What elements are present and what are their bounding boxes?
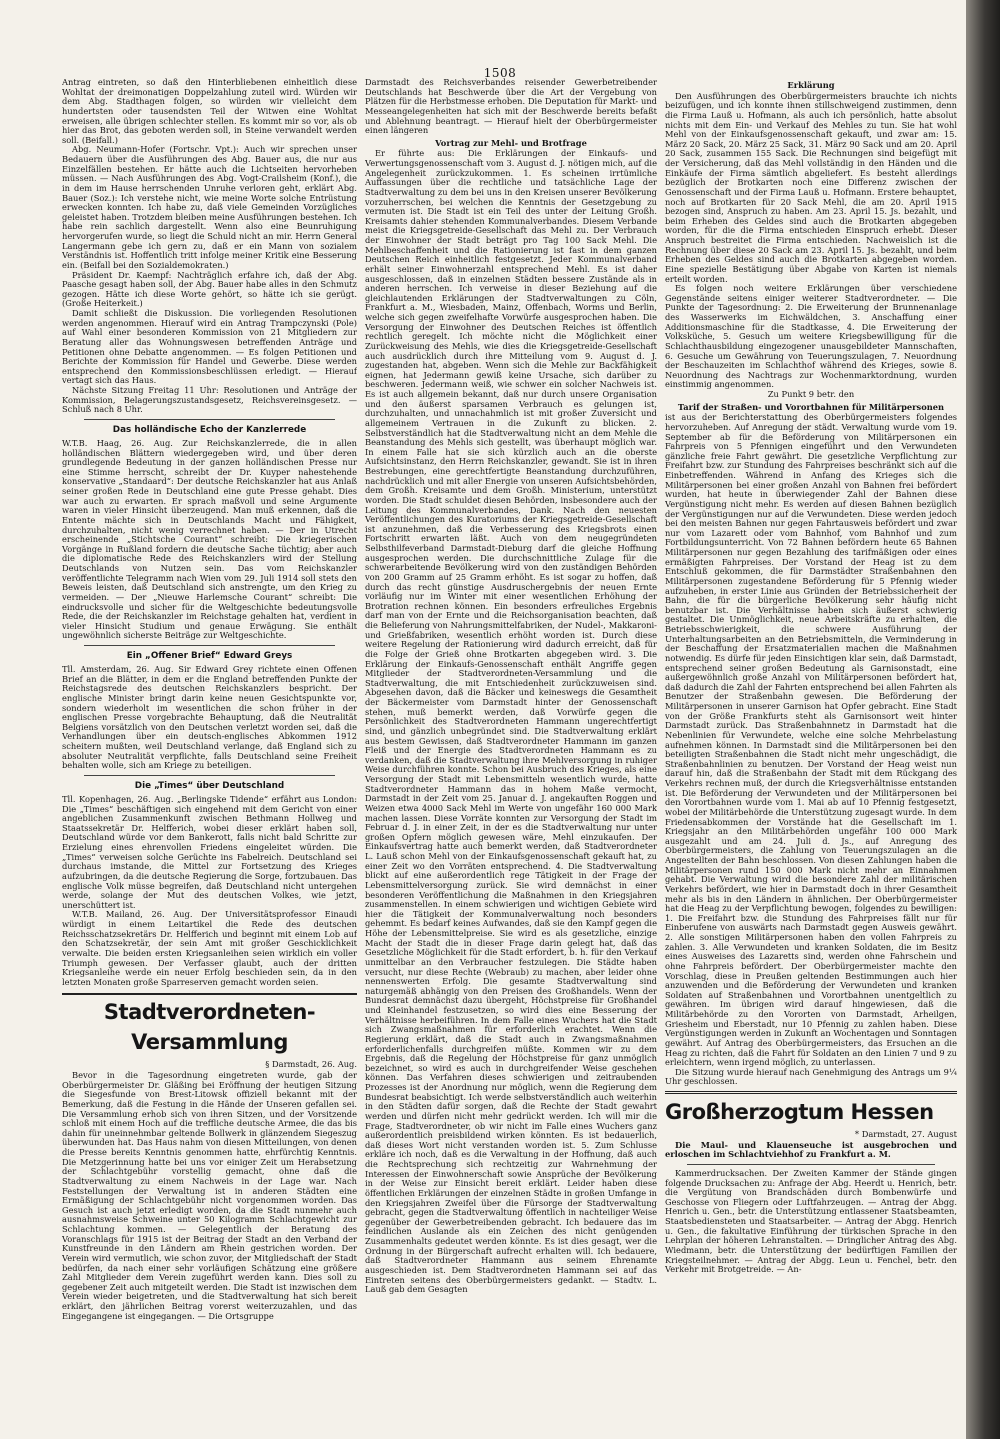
paragraph: Die Maul- und Klauenseuche ist ausgebrochen und erloschen im Schlachtviehhof zu Frankfurt a. M. bbox=[665, 1139, 957, 1160]
column-3 bbox=[665, 78, 957, 1418]
article-subheadline: Vortrag zur Mehl- und Brotfrage bbox=[435, 137, 587, 148]
dateline: * Darmstadt, 27. August bbox=[854, 1129, 957, 1139]
book-binding-shadow bbox=[966, 0, 1000, 1439]
column-1 bbox=[62, 78, 357, 1420]
divider bbox=[84, 645, 335, 646]
page-number: 1508 bbox=[483, 66, 517, 80]
paragraph: W.T.B. Mailand, 26. Aug. Der Universitätsprofessor Einaudi würdigt in einem Leitartikel die Rede des deutschen Reichsschatzsekretärs Dr. Helfferich und beginnt mit einem Lob auf den Schatzsekretär, der sein Amt mit großer Geschicklichkeit verwalte. Die beiden ersten Kriegsanleihen seien wirklich ein voller Triumph gewesen. Der Verfasser glaubt, auch der dritten Kriegsanleihe werde ein neuer Erfolg beschieden sein, da in den letzten Monaten große Sparreserven gemacht worden seien. bbox=[62, 909, 357, 987]
dateline: § Darmstadt, 26. Aug. bbox=[265, 1059, 357, 1070]
column-2 bbox=[365, 78, 657, 1418]
article-headline: Ein „Offener Brief“ Edward Greys bbox=[126, 651, 293, 661]
paragraph: Tll. Amsterdam, 26. Aug. Sir Edward Grey richtete einen Offenen Brief an die Blätter, in dem er die England betreffenden Punkte der Reichstagsrede des deutschen Reichskanzlers bespricht. Der englische Minister bringt darin keine neuen Gesichtspunkte vor, sondern wiederholt im wesentlichen die schon früher in der englischen Presse vorgebrachte Behauptung, daß die Neutralität Belgiens vorsätzlich von den Deutschen verletzt worden sei, daß die Verhandlungen über ein deutsch-englisches Abkommen 1912 scheitern mußten, weil Deutschland verlange, daß England sich zu absoluter Neutralität verpflichte, falls Deutschland seine Freiheit behalten wolle, sich am Kriege zu beteiligen. bbox=[62, 664, 357, 771]
paragraph: Nächste Sitzung Freitag 11 Uhr: Resolutionen und Anträge der Kommission, Belagerungszustandsgesetz, Reichsvereinsgesetz. — Schluß nach 8 Uhr. bbox=[62, 385, 357, 415]
paragraph: Antrag eintreten, so daß den Hinterbliebenen einheitlich diese Wohltat der dreimonatigen Doppelzahlung zuteil wird. Würden wir dem Abg. Stadthagen folgen, so würden wir vielleicht dem hundertsten oder tausendsten Teil der Witwen eine Wohltat erweisen, alle übrigen schlechter stellen. Es kommt mir so vor, als ob hier das Brot, das geboten werden soll, in Steine verwandelt werden soll. (Beifall.) bbox=[62, 78, 357, 145]
paragraph: Abg. Neumann-Hofer (Fortschr. Vpt.): Auch wir sprechen unser Bedauern über die Ausführungen des Abg. Bauer aus, die nur aus Einzelfällen bestehen. Er hätte auch die Lichtseiten hervorheben müssen. — Nach Ausführungen des Abg. Vogt-Crailsheim (Konf.), die in dem im Hause herrschenden Unruhe verloren geht, erklärt Abg. Bauer (Soz.): Ich verstehe nicht, wie meine Worte solche Entrüstung erwecken konnten. Ich habe zu, daß viele Gemeinden Vorzügliches geleistet haben. Trotzdem bleiben meine Ausführungen bestehen. Ich habe rein sachlich dargestellt. Wenn also eine Beunruhigung hervorgerufen wurde, so liegt die Schuld nicht an mir. Herrn General Langermann gebe ich gern zu, daß er ein Mann von sozialem Verständnis ist. Hoffentlich tritt infolge meiner Kritik eine Besserung ein. (Beifall bei den Sozialdemokraten.) bbox=[62, 144, 357, 270]
paragraph: Tll. Kopenhagen, 26. Aug. „Berlingske Tidende“ erfährt aus London: Die „Times“ beschäftigen sich eingehend mit dem Gericht von einer angeblichen Zusammenkunft zwischen Bethmann Hollweg und Staatssekretär Dr. Helfferich, wobei dieser erklärt haben soll, Deutschland würde vor dem Bankerott, falls nicht bald Schritte zur Erzielung eines ehrenvollen Friedens eingeleitet würden. Die „Times“ verweisen solche Gerüchte ins Fabelreich. Deutschland sei durchaus imstande, die Mittel zur Fortsetzung des Krieges aufzubringen, da die deutsche Regierung die Sorge, fortzubauen. Das englische Volk müsse begreifen, daß Deutschland nicht untergehen werde, solange der Mut des deutschen Volkes, wie jetzt, unerschüttert ist. bbox=[62, 793, 357, 910]
article-subheadline: Tarif der Straßen- und Vorortbahnen für Militärpersonen bbox=[677, 401, 945, 412]
section-headline: Stadtverordneten-Versammlung bbox=[62, 993, 357, 1057]
paragraph: Die Sitzung wurde hierauf nach Genehmigung des Antrags um 9¼ Uhr geschlossen. bbox=[665, 1066, 957, 1087]
paragraph: Bevor in die Tagesordnung eingetreten wurde, gab der Oberbürgermeister Dr. Gläßing bei Eröffnung der heutigen Sitzung die Siegesfunde von Brest-Litowsk offiziell bekannt mit der Bemerkung, daß die Festung in die Hände der Unseren gefallen sei. Die Versammlung erhob sich von ihren Sitzen, und der Vorsitzende schloß mit einem Hoch auf die treffliche deutsche Armee, die das bis dahin für uneinnehmbar geltende Bollwerk in glänzendem Siegeszug überwunden hat. Das Haus nahm von diesen Mitteilungen, von denen die Presse bereits Kenntnis genommen hatte, ehrfürchtig Kenntnis. Die Metzgerinnung hatte bei uns vor einiger Zeit um Herabsetzung der Schlachtgebühr vorstellig gemacht, ohne daß die Stadtverwaltung zu einem Nachweis in der Lage war. Nach Feststellungen der Verwaltung ist in anderen Städten eine Ermäßigung der Schlachtgebühr nicht vorgenommen worden. Das Gesuch ist auch jetzt erledigt worden, da die Stadt nunmehr auch ausnahmsweise Schweine unter 50 Kilogramm Schlachtgewicht zur Schlachtung kommen. — Gelegentlich der Beratung des Voranschlags für 1915 ist der Beitrag der Stadt an den Verband der Kunstfreunde in den Ländern am Rhein gestrichen worden. Der Verein wird vermutlich, wie schon zuvor, der Mitgliedschaft der Stadt bedürfen, da nach einer sehr vorläufigen Schätzung eine größere Zahl Mitglieder dem Verein zugeführt werden kann. Dies soll zu gegebener Zeit auch mitgeteilt werden. Die Stadt ist inzwischen dem Verein wieder beigetreten, und die Stadtverwaltung hat sich bereit erklärt, den jährlichen Beitrag vorerst weiterzuzahlen, und das Eingegangene ist eingegangen. — Die Ortsgruppe bbox=[62, 1070, 357, 1321]
paragraph: Zu Punkt 9 betr. den bbox=[767, 389, 855, 399]
paragraph: Den Ausführungen des Oberbürgermeisters brauchte ich nichts beizufügen, und ich konnte ihnen stillschweigend zustimmen, denn die Firma Lauß u. Hofmann, als auch ich persönlich, hatte absolut nichts mit dem Ein- und Verkauf des Mehles zu tun. Sie hat wohl Mehl von der Einkaufsgenossenschaft gekauft, und zwar am: 15. März 20 Sack, 20. März 25 Sack, 31. März 90 Sack und am 20. April 20 Sack, zusammen 155 Sack. Die Rechnungen sind beigefügt mit der Versicherung, daß das Mehl vollständig in den Händen und die Einkäufe der Firma sämtlich abgeliefert. Es besteht allerdings bezüglich der Brotkarten noch eine Differenz zwischen der Genossenschaft und der Firma Lauß u. Hofmann. Erstere behauptet, noch auf Brotkarten für 20 Sack Mehl, die am 20. April 1915 bezogen sind, Anspruch zu haben. Am 23. April 15. Js. bezahlt, und beim Erheben des Geldes sind auch die Brotkarten abgegeben worden, für die die Firma entschieden Einspruch erhebt. Dieser Anspruch bestreitet die Firma entschieden. Nachweislich ist die Rechnung über diese 20 Sack am 23. April 15. Js. bezahlt, und beim Erheben des Geldes sind auch die Brotkarten abgegeben worden. Eine spezielle Bestätigung über Abgabe von Karten ist niemals erteilt worden. bbox=[665, 90, 957, 284]
section-headline: Großherzogtum Hessen bbox=[665, 1091, 957, 1127]
paragraph: Damit schließt die Diskussion. Die vorliegenden Resolutionen werden angenommen. Hierauf wird ein Antrag Trampczynski (Pole) auf Wahl einer besonderen Kommission von 21 Mitgliedern zur Beratung aller das Wohnungswesen betreffenden Anträge und Petitionen ohne Debatte angenommen. — Es folgen Petitionen und Berichte der Kommission für Handel und Gewerbe. Diese werden entsprechend den Kommissionsbeschlüssen erledigt. — Hierauf vertagt sich das Haus. bbox=[62, 308, 357, 386]
reichstag-report bbox=[62, 78, 357, 415]
divider bbox=[687, 1164, 935, 1165]
article-subheadline: Erklärung bbox=[787, 80, 835, 90]
article-headline: Das holländische Echo der Kanzlerrede bbox=[112, 424, 307, 435]
paragraph: Es folgen noch weitere Erklärungen über verschiedene Gegenstände seitens einiger weiterer Stadtverordneter. — Die Punkte der Tagesordnung: 2. Die Erweiterung der Brunnenanlage des Wasserwerks im Eichwäldchen, 3. Anschaffung einer Additionsmaschine für die Stadtkasse, 4. Die Erweiterung der Volksküche, 5. Gesuch um weitere Kriegsbewilligung für die Schlachthausbildung eingezogener unausgebildeter Mannschaften, 6. Gesuche um Gewährung von Teuerungszulagen, 7. Neuordnung der Beschauzeiten im Schlachthof während des Krieges, sowie 8. Neuordnung des Nachtrags zur Wochenmarktordnung, wurden einstimmig angenommen. bbox=[665, 283, 957, 390]
paragraph: W.T.B. Haag, 26. Aug. Zur Reichskanzlerrede, die in allen holländischen Blättern wiedergegeben wird, und über deren grundlegende Bedeutung in der ganzen holländischen Presse nur eine Stimme herrscht, schreibt der Dr. Kuyper nahestehende konservative „Standaard“: Der deutsche Reichskanzler hat aus Anlaß seiner großen Rede in Deutschland eine gute Presse gehabt. Dies war auch zu erwarten. Er sprach maßvoll und seine Argumente waren in vieler Hinsicht überzeugend. Man muß erkennen, daß die Entente mächte sich in Deutschlands Macht und Fähigkeit, durchzuhalten, nicht wenig verrechnet haben. — Der in Utrecht erscheinende „Stichtsche Courant“ schreibt: Die kriegerischen Vorgänge in Rußland fordern die deutsche Sache tüchtig; aber auch die diplomatische Rede des Reichskanzlers wird der Stellung Deutschlands von Nutzen sein. Das vom Reichskanzler veröffentlichte Telegramm nach Wien vom 29. Juli 1914 soll stets den Beweis leisten, daß Deutschland sich anstrengte, um den Krieg zu vermeiden. — Der „Nieuwe Harlemsche Courant“ schreibt: Die eindrucksvolle und sicher für die Weltgeschichte bedeutungsvolle Rede, die der Reichskanzler im Reichstage gehalten hat, verdient in vieler Hinsicht Studium und genaue Erwägung. Sie enthält ungewöhnlich sicherste Beiträge zur Weltgeschichte. bbox=[62, 437, 357, 641]
article-headline: Die „Times“ über Deutschland bbox=[134, 780, 285, 791]
divider bbox=[84, 419, 335, 420]
paragraph: Präsident Dr. Kaempf: Nachträglich erfahre ich, daß der Abg. Paasche gesagt haben soll, der Abg. Bauer habe alles in den Schmutz gezogen. Hätte ich diese Worte gehört, so hätte ich sie gerügt. (Große Heiterkeit.) bbox=[62, 269, 357, 309]
paragraph: Er führte aus: Die Erklärungen der Einkaufs- und Verwertungsgenossenschaft vom 3. August d. J. nötigen mich, auf die Angelegenheit zurückzukommen. 1. Es scheinen irrtümliche Auffassungen über die rechtliche und tatsächliche Lage der Stadtverwaltung zu dem bei uns in den Kreisen unserer Bevölkerung vorzuherrschen, bei welchen die Kenntnis der Gesetzgebung zu vermuten ist. Die Stadt ist ein Teil des unter der Leitung Großh. Kreisamts dahier stehenden Kommunalverbandes. Diesem Verbande meist die Kriegsgetreide-Gesellschaft das Mehl zu. Der Verbrauch der Einwohner der Stadt beträgt pro Tag 100 Sack Mehl. Die Mehlbeschaffenheit und die Rationierung ist fast in dem ganzen Deutschen Reich einheitlich festgesetzt. Jeder Kommunalverband erhält seiner Einwohnerzahl entsprechend Mehl. Es ist daher ausgeschlossen, daß in einzelnen Städten bessere Zustände als in anderen herrschen. Ich verweise in dieser Beziehung auf die gleichlautenden Erklärungen der Stadtverwaltungen zu Cöln, Frankfurt a. M., Wiesbaden, Mainz, Offenbach, Worms und Berlin, welche sich gegen zweifelhafte Vorwürfe ausgesprochen haben. Die Versorgung der Einwohner des Deutschen Reiches ist öffentlich rechtlich geregelt. Ich möchte nicht die Möglichkeit einer Zurückweisung des Mehls, wie dies die Kriegsgetreide-Gesellschaft auch ausdrücklich durch ihre Mitteilung vom 9. August d. J. zugestanden hat, abgeben. Wenn sich die Mehle zur Backfähigkeit eignen, hat Jedermann gewiß keine Ursache, sich darüber zu beschweren. Jedermann weiß, wie schwer ein solcher Nachweis ist. Es ist auch allgemein bekannt, daß nur durch unsere Organisation und den äußerst sparsamen Verbrauch es gelungen ist, durchzuhalten, und unnachahmlich ist mit großer Zuversicht und allgemeinem Vertrauen in die Zukunft zu blicken. 2. Selbstverständlich hat die Stadtverwaltung nicht an dem Mehle die Beanstandung des Mehls sich gestellt, was überhaupt möglich war. In einem Falle hat sie sich kürzlich auch an die oberste Aufsichtsinstanz, den Herrn Reichskanzler, gewandt. Sie ist in ihren Bestrebungen, eine gerechtfertigte Beanstandung durchzuführen, nachdrücklich und mit aller Energie von unseren Aufsichtsbehörden, dem Großh. Kreisamte und dem Großh. Ministerium, unterstützt worden. Die Stadt schuldet diesen Behörden, insbesondere auch der Leitung des Kommunalverbandes, Dank. Nach den neuesten Veröffentlichungen des Kuratoriums der Kriegsgetreide-Gesellschaft ist anzunehmen, daß die Verbesserung des Kriegsbrots einen Fortschritt erwarten läßt. Auch von dem neugegründeten Selbsthilfeverband Darmstadt-Dieburg darf die gleiche Hoffnung ausgesprochen werden. Die durchschnittliche Zulage für die schwerarbeitende Bevölkerung wird von den zuständigen Behörden von 200 Gramm auf 25 Gramm erhöht. Es ist sogar zu hoffen, daß durch das recht günstige Ausdruschergebnis der neuen Ernte vorläufig nur im Winter mit einer wesentlichen Erhöhung der Brotration rechnen können. Ein besonders erfreuliches Ergebnis darf man von der Ernte und die Reichsorganisation beachten, daß die Belieferung von Nahrungsmittelfabriken, der Nudel-, Makkaroni- und Grießfabriken, wesentlich erhöht worden ist. Durch diese weitere Regelung der Rationierung wird dadurch erreicht, daß für die Folge der Grieß ohne Brotkarten abgegeben wird. 3. Die Erklärung der Einkaufs-Genossenschaft enthält Angriffe gegen Mitglieder der Stadtverordneten-Versammlung und die Stadtverwaltung, die mit Entschiedenheit zurückzuweisen sind. Abgesehen davon, daß die Bäcker und keineswegs die Gesamtheit der Bäckermeister vom Darmstadt hinter der Genossenschaft stehen, muß bemerkt werden, daß Vorwürfe gegen die Persönlichkeit des Stadtverordneten Hammann ungerechtfertigt sind, und gänzlich unbegründet sind. Die Stadtverwaltung erklärt aus bestem Gewissen, daß Stadtverordneter Hammann im ganzen Fleiß und der Energie des Stadtverordneten Hammann es zu verdanken, daß die Stadtverwaltung ihre Mehlversorgung in ruhiger Weise durchführen konnte. Schon bei Ausbruch des Krieges, als eine Versorgung der Stadt mit Lebensmitteln wesentlich wurde, hatte Stadtverordneter Hammann das in hohem Maße vermocht, Darmstadt in der Zeit vom 25. Januar d. J. angekauften Roggen und Weizen etwa 4000 Sack Mehl im Werte von ungefähr 160 000 Mark machen lassen. Diese Vorräte konnten zur Versorgung der Stadt im Februar d. J. in einer Zeit, in der es die Stadtverwaltung nur unter großen Opfern möglich gewesen wäre, Mehl einzukaufen. Der Einkaufsvertrag hatte auch bemerkt werden, daß Stadtverordneter L. Lauß schon Mehl von der Einkaufsgenossenschaft gekauft hat, zu einer Zeit wo den Vorräten entsprechend. 4. Die Stadtverwaltung blickt auf eine außerordentlich rege Tätigkeit in der Frage der Lebensmittelversorgung zurück. Sie wird demnächst in einer besonderen Veröffentlichung die Maßnahmen in den Kriegsjahren zusammenstellen. In einem schwierigen und wichtigen Gebiete wird hier die Tätigkeit der Kommunalverwaltung noch besonders gehemmt. Es bedarf keines Aufwandes, daß sie den Kampf gegen die Höhe der Lebensmittelpreise. Sie wird es als gesetzliche, einzige Macht der Stadt die in dieser Frage darin gelegt hat, daß das Gesetzliche Möglichkeit für die Stadt erfordert, b. h. für den Verkauf unmittelbar an den Verbraucher festzulegen. Die Städte haben versucht, nur diese Rechte (Webraub) zu machen, aber leider ohne nennenswerten Erfolg. Die gesamte Stadtverwaltung sind naturgemäß abhängig von den Preisen des Großhandels. Wenn der Bundesrat demnächst dazu übergeht, Höchstpreise für Großhandel und Kleinhandel festzusetzen, so wird dies eine Besserung der Verhältnisse herbeiführen. In dem Falle eines Wuchers hat die Stadt sich Zwangsmaßnahmen für erforderlich erachtet. Wenn die Regierung erklärt, daß die Stadt auch in Zwangsmaßnahmen erforderlichenfalls durchgreifen müßte. Kommen wir zu dem Ergebnis, daß die Regelung der Höchstpreise für ganz unmöglich bezeichnet, so wird es auch in durchgreifender Weise geschehen können. Das Verfahren dieses schwierigen und zeitraubenden Prozesses ist der Anordnung nur möglich, wenn die Regierung dem Bundesrat beabsichtigt. Ich werde selbstverständlich auch weiterhin in den Städten dafür sorgen, daß die Rechte der Stadt gewahrt werden und dürfen nicht mehr gedrückt werden. Ich will mir die Frage, Stadtverordneter, ob wir nicht im Falle eines Wuchers ganz außerordentlich preisbildend wirken könnten. Es ist bedauerlich, daß dieses Wort nicht verstanden worden ist. 5. Zum Schlusse erkläre ich noch, daß es die Verwaltung in der Hoffnung, daß auch die Rechtsprechung sich rechtzeitig zur Wahrnehmung der Interessen der Einwohnerschaft sowie Ansprüche der Bevölkerung in der Weise zur Einsicht bereit erklärt. Leider haben diese öffentlichen Erklärungen der einzelnen Städte in großen Umfange in den Kriegsjahren Zweifel über die Fürsorge der Stadtverwaltung gebracht, gegen die Stadtverwaltung öffentlich in nachteiliger Weise gegenüber der Gewerbetreibenden gebracht. Ich bedauere das im feindlichen Auslande als ein Zeichen des nicht genügenden Zusammenhalts gedeutet werden könnte. Es ist dies gesagt, wer die Ordnung in der Bürgerschaft aufrecht erhalten will. Ich bedauere, daß Stadtverordneter Hammann aus seinem Ehrenamte ausgeschieden ist. Dem Stadtverordneten Hammann sei auf das Eintreten seitens des Oberbürgermeisters gedankt. — Stadtv. L. Lauß gab dem Gesagten bbox=[365, 148, 657, 1295]
paragraph: ist aus der Berichterstattung des Oberbürgermeisters folgendes hervorzuheben. Auf Anregung der städt. Verwaltung wurde vom 19. September ab für die Beförderung von Militärpersonen ein Fahrpreis von 5 Pfennigen eingeführt und den Verwundeten gänzliche freie Fahrt gewährt. Die gesetzliche Verpflichtung zur Freifahrt bzw. zur Stundung des Fahrpreises beschränkt sich auf die Einbetreffenden. Während in Anfang des Krieges sich die Militärpersonen bei einer großen Anzahl von Bahnen frei befördert wurden, hat heute in überwiegender Zahl der Bahnen diese Vergünstigung nicht mehr. Es werden auf diesen Bahnen bezüglich der Vergünstigungen nur auf die Verwundeten. Diese werden jedoch bei den meisten Bahnen nur gegen Fahrtausweis befördert und zwar nur vom Lazarett oder vom Bahnhof, vom Bahnhof und zum Fortbildungsunterricht. Von 72 Bahnen befördern heute 65 Bahnen Militärpersonen nur gegen Bezahlung des tarifmäßigen oder eines ermäßigten Fahrpreises. Der Vorstand der Heag ist zu dem Entschluß gekommen, die für Darmstädter Straßenbahnen den Militärpersonen zugestandene Beförderung für 5 Pfennig wieder aufzuheben, in erster Linie aus Gründen der Betriebssicherheit der Bahn, die für die bürgerliche Bevölkerung sehr häufig nicht benutzbar ist. Die Verhältnisse haben sich äußerst schwierig gestaltet. Die Unmöglichkeit, neue Arbeitskräfte zu erhalten, die Betriebsschwierigkeit, die schwere Ausführung der Unterhaltungsarbeiten an den Betriebsmitteln, die Verminderung in der Beschaffung der Ersatzmaterialien machen die Maßnahmen notwendig. Es dürfe für jeden Einsichtigen klar sein, daß Darmstadt, entsprechend seiner großen Bedeutung als Garnisonstadt, eine außergewöhnlich große Anzahl von Militärpersonen befördert hat, daß dadurch die Zahl der Fahrten entsprechend bei allen Fahrten als Benutzer der Straßenbahn gewesen. Die Beförderung der Militärpersonen in unserer Garnison hat Opfer gebracht. Eine Stadt von der Größe Frankfurts steht als Garnisonsort weit hinter Darmstadt zurück. Das Straßenbahnnetz in Darmstadt hat die Nebenlinien für Verwundete, welche eine solche Mehrbelastung aufnehmen können. In Darmstadt sind die Militärpersonen bei den beteiligten Straßenbahnen die Stadt nicht mehr ungeschädigt, die Straßenbahnlinien zu benutzen. Der Vorstand der Heag weist nun darauf hin, daß die Straßenbahn der Stadt mit dem Rückgang des Verkehrs rechnen muß, der durch die Kriegsverhältnisse entstanden ist. Die Beförderung der Verwundeten und der Militärpersonen bei den Vorortbahnen wurde vom 1. Mai ab auf 10 Pfennig festgesetzt, wobei der Militärbehörde die Unterstützung zugesagt wurde. In dem Friedensabkommen der Vorstände hat die Gesellschaft im 1. Kriegsjahr an den Militärbehörden ungefähr 100 000 Mark ausgezahlt und am 24. Juli d. Js., auf Anregung des Oberbürgermeisters, die Zahlung von Teuerungszulagen an die Angestellten der Bahn beschlossen. Von diesen Zahlungen haben die Militärpersonen rund 150 000 Mark nicht mehr an Einnahmen gehabt. Die Verwaltung wird die besondere Zahl der militärischen Verkehrs befördert, wie hier in Darmstadt doch in ihrer Gesamtheit mehr als bis in den Ländern in ähnlichen. Der Oberbürgermeister hat die Heag zu der Verpflichtung bewogen, folgendes zu bewilligen: 1. Die Freifahrt bzw. die Stundung des Fahrpreises fällt nur für Einberufene von auswärts nach Darmstadt gegen Ausweis gewährt. 2. Alle sonstigen Militärpersonen haben den vollen Fahrpreis zu zahlen. 3. Alle Verwundeten und kranken Soldaten, die im Besitz eines Ausweises des Lazaretts sind, werden ohne Fahrschein und ohne Fahrpreis befördert. Der Oberbürgermeister machte den Vorschlag, diese in Preußen geltenden Bestimmungen auch hier anzuwenden und die Beförderung der Verwundeten und kranken Soldaten auf Straßenbahnen und Vorortbahnen unentgeltlich zu gewähren. Im übrigen wird darauf hingewiesen, daß die Militärbehörde zu den Vororten von Darmstadt, Arheilgen, Griesheim und Eberstadt, nur 10 Pfennig zu zahlen haben. Diese Vergünstigungen werden in Zukunft an Wochentagen und Sonntagen gewährt. Auf Antrag des Oberbürgermeisters, das Ersuchen an die Heag zu richten, daß die Fahrt für Soldaten an den Linien 7 und 9 zu erleichtern, wenn irgend möglich, zu unterlassen. bbox=[665, 412, 957, 1068]
paragraph: Kammerdrucksachen. Der Zweiten Kammer der Stände gingen folgende Drucksachen zu: Anfrage der Abg. Heerdt u. Henrich, betr. die Vergütung von Brandschäden durch Bombenwürfe und Geschosse von Fliegern oder Luftfahrzeugen. — Antrag der Abgg. Henrich u. Gen., betr. die Unterstützung entlassener Staatsbeamten, Staatsbediensteten und Staatsarbeiter. — Antrag der Abgg. Henrich u. Gen., die fakultative Einführung der türkischen Sprache in den Lehrplan der höheren Lehranstalten. — Dringlicher Antrag des Abg. Wiedmann, betr. die Unterstützung der bedürftigen Familien der Kriegsteilnehmer. — Antrag der Abgg. Leun u. Fenchel, betr. den Verkehr mit Brotgetreide. — An- bbox=[665, 1167, 957, 1275]
divider bbox=[84, 775, 335, 776]
paragraph: Darmstadt des Reichsverbandes reisender Gewerbetreibender Deutschlands hat Beschwerde über die Art der Vergebung von Plätzen für die Herbstmesse erhoben. Die Deputation für Markt- und Messeangelegenheiten hat sich mit der Beschwerde bereits befaßt und Ablehnung beantragt. — Hierauf hielt der Oberbürgermeister einen längeren bbox=[365, 78, 657, 136]
